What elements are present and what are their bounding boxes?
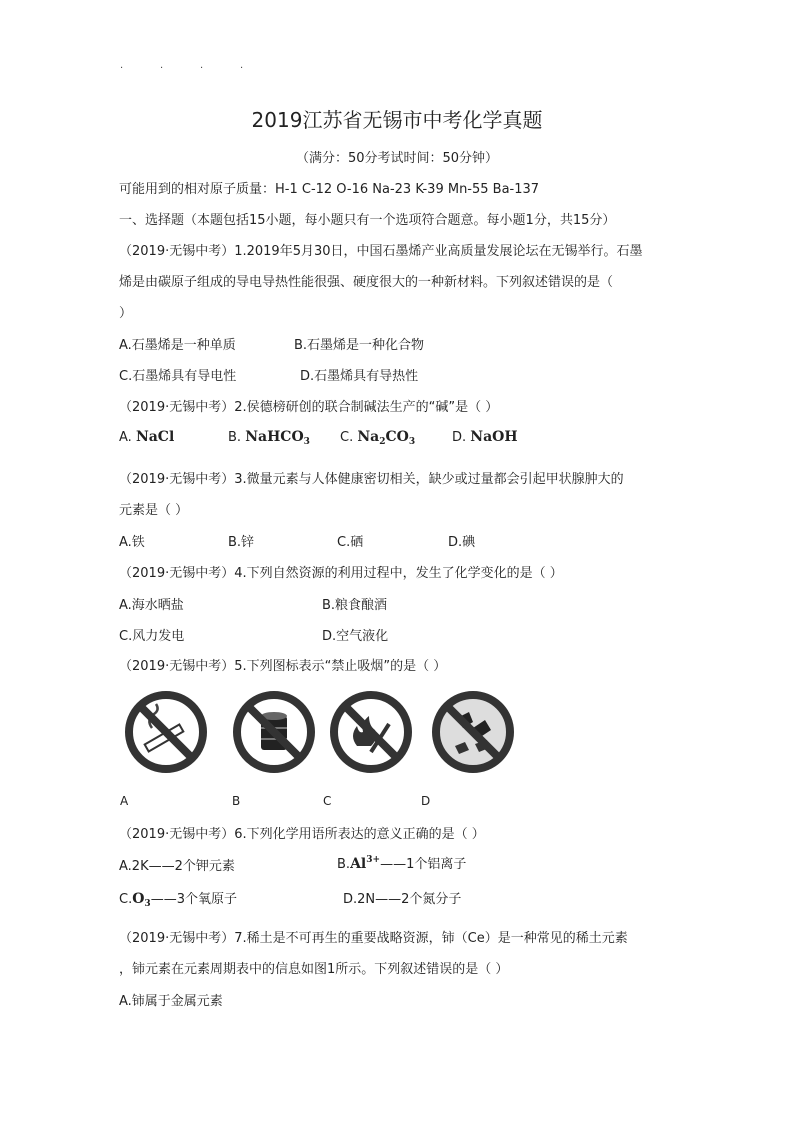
formula-superscript: 3+ bbox=[366, 855, 381, 865]
q4-option-b: B.粮食酿酒 bbox=[322, 598, 388, 613]
q4-option-d: D.空气液化 bbox=[322, 629, 389, 644]
header-dots bbox=[120, 60, 280, 71]
option-text: ——1个铝离子 bbox=[380, 857, 467, 872]
formula-subscript: 3 bbox=[408, 437, 416, 447]
no-fire-match-icon bbox=[327, 688, 415, 776]
q4-stem: （2019·无锡中考）4.下列自然资源的利用过程中，发生了化学变化的是（ ） bbox=[119, 566, 563, 581]
no-firecracker-icon bbox=[429, 688, 517, 776]
prohibition-signs bbox=[122, 688, 522, 776]
q3-stem-line1: （2019·无锡中考）3.微量元素与人体健康密切相关，缺少或过量都会引起甲状腺肿大的 bbox=[119, 472, 624, 487]
q4-option-a: A.海水晒盐 bbox=[119, 598, 184, 613]
formula-main: Na bbox=[357, 429, 380, 445]
formula-subscript: 3 bbox=[144, 899, 151, 909]
option-prefix: C. bbox=[340, 430, 354, 445]
formula-subscript: 2 bbox=[379, 437, 386, 447]
q6-option-c bbox=[119, 888, 237, 909]
formula: NaCl bbox=[135, 429, 175, 445]
q6-option-d: D.2N——2个氮分子 bbox=[343, 892, 462, 907]
header-dot: . bbox=[240, 60, 244, 71]
formula-main: O bbox=[132, 891, 145, 907]
option-prefix: B. bbox=[228, 430, 242, 445]
section-heading: 一、选择题（本题包括15小题，每小题只有一个选项符合题意。每小题1分，共15分） bbox=[119, 213, 616, 228]
q6-stem: （2019·无锡中考）6.下列化学用语所表达的意义正确的是（ ） bbox=[119, 827, 485, 842]
option-prefix: B. bbox=[337, 857, 351, 872]
q2-stem: （2019·无锡中考）2.侯德榜研创的联合制碱法生产的“碱”是（ ） bbox=[119, 400, 499, 415]
formula: NaOH bbox=[470, 429, 518, 445]
formula bbox=[245, 429, 310, 445]
option-prefix: D. bbox=[452, 430, 467, 445]
atomic-masses: 可能用到的相对原子质量：H-1 C-12 O-16 Na-23 K-39 Mn-55 Ba-137 bbox=[119, 182, 540, 197]
q1-option-b: B.石墨烯是一种化合物 bbox=[294, 338, 425, 353]
q1-stem-line1: （2019·无锡中考）1.2019年5月30日，中国石墨烯产业高质量发展论坛在无锡举行。石墨 bbox=[119, 244, 643, 259]
formula-main: NaHCO bbox=[245, 429, 304, 445]
formula-subscript: 3 bbox=[303, 437, 310, 447]
formula bbox=[357, 429, 415, 445]
sign-label-c: C bbox=[323, 794, 332, 808]
formula-main: Al bbox=[350, 856, 367, 872]
q2-option-c bbox=[340, 429, 415, 447]
q7-stem-line1: （2019·无锡中考）7.稀土是不可再生的重要战略资源，铈（Ce）是一种常见的稀土元素 bbox=[119, 931, 628, 946]
q3-stem-line2: 元素是（ ） bbox=[119, 503, 189, 518]
page-title: 2019江苏省无锡市中考化学真题 bbox=[251, 108, 543, 132]
no-smoking-icon bbox=[122, 688, 210, 776]
formula bbox=[350, 856, 380, 872]
sign-label-a: A bbox=[120, 794, 129, 808]
sign-label-d: D bbox=[421, 794, 431, 808]
q4-option-c: C.风力发电 bbox=[119, 629, 185, 644]
q3-option-b: B.锌 bbox=[228, 535, 255, 550]
q2-option-b bbox=[228, 429, 310, 447]
option-prefix: C. bbox=[119, 892, 133, 907]
formula-main: CO bbox=[385, 429, 409, 445]
q5-stem: （2019·无锡中考）5.下列图标表示“禁止吸烟”的是（ ） bbox=[119, 659, 447, 674]
q1-stem-line2: 烯是由碳原子组成的导电导热性能很强、硬度很大的一种新材料。下列叙述错误的是（ bbox=[119, 275, 614, 290]
q1-option-c: C.石墨烯具有导电性 bbox=[119, 369, 237, 384]
q3-option-d: D.碘 bbox=[448, 535, 476, 550]
no-barrel-icon bbox=[230, 688, 318, 776]
q7-stem-line2: ，铈元素在元素周期表中的信息如图1所示。下列叙述错误的是（ ） bbox=[119, 962, 509, 977]
q1-option-a: A.石墨烯是一种单质 bbox=[119, 338, 236, 353]
header-dot: . bbox=[120, 60, 124, 71]
sign-label-b: B bbox=[232, 794, 241, 808]
option-text: ——3个氧原子 bbox=[150, 892, 237, 907]
q1-option-d: D.石墨烯具有导热性 bbox=[300, 369, 419, 384]
q3-option-a: A.铁 bbox=[119, 535, 145, 550]
q7-option-a: A.铈属于金属元素 bbox=[119, 994, 223, 1009]
q6-option-a: A.2K——2个钾元素 bbox=[119, 859, 235, 874]
q1-stem-line3: ） bbox=[119, 306, 133, 321]
header-dot: . bbox=[160, 60, 164, 71]
q3-option-c: C.硒 bbox=[337, 535, 364, 550]
formula bbox=[132, 891, 150, 907]
exam-info: （满分：50分考试时间：50分钟） bbox=[295, 151, 499, 166]
q2-option-a bbox=[119, 429, 174, 445]
q2-option-d bbox=[452, 429, 518, 445]
header-dot: . bbox=[200, 60, 204, 71]
q6-option-b bbox=[337, 853, 466, 872]
option-prefix: A. bbox=[119, 430, 132, 445]
